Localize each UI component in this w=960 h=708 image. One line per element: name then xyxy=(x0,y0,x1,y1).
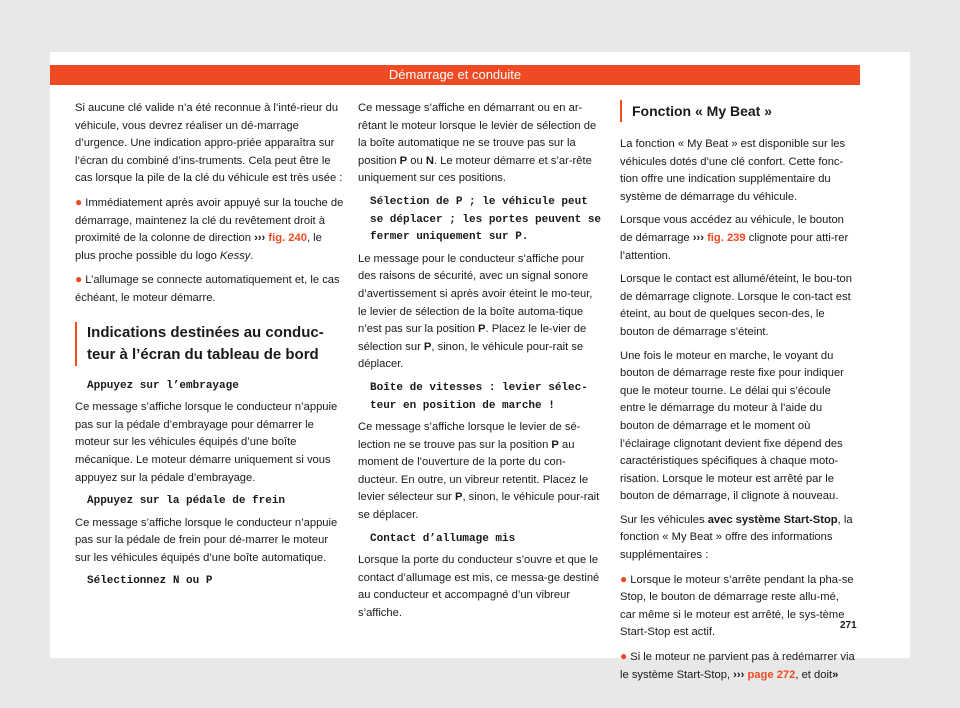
display-message: Appuyez sur l’embrayage xyxy=(87,379,239,392)
column-1 xyxy=(75,100,345,595)
bullet-item: ● L’allumage se connecte automatiquement et, le cas échéant, le moteur démarre. xyxy=(75,272,340,304)
display-message: Sélectionnez N ou P xyxy=(87,575,213,588)
bullet-item: ● Si le moteur ne parvient pas à redémarrer via le système Start-Stop, ››› page 272, et doit» xyxy=(620,649,855,681)
display-message: Boîte de vitesses : levier sélec-teur en position de marche ! xyxy=(370,381,588,412)
bullet-icon: ● xyxy=(75,272,83,287)
reference-arrow: ››› xyxy=(733,668,745,681)
figure-link[interactable]: fig. 239 xyxy=(707,231,746,244)
bullet-item: ● Lorsque le moteur s’arrête pendant la pha-se Stop, le bouton de démarrage reste allu-mé, car même si le moteur est arrêté, le sys-tème Start-Stop est actif. xyxy=(620,571,854,639)
logo-name: Kessy xyxy=(219,249,251,262)
page-link[interactable]: page 272 xyxy=(747,668,796,681)
paragraph: Ce message s’affiche lorsque le levier de sé-lection ne se trouve pas sur la position P au moment de l’ouverture de la porte du con-ducteur. En outre, un vibreur retentit. Placez le levier sélecteur sur P, sinon, le véhicule pour-rait se déplacer. xyxy=(358,421,600,522)
column-2 xyxy=(358,100,604,629)
bullet-item: ● Immédiatement après avoir appuyé sur la touche de démarrage, maintenez la clé du revêtement droit à proximité de la colonne de direction ››› fig. 240, le plus proche possible du logo Kessy. xyxy=(75,194,344,262)
paragraph: Une fois le moteur en marche, le voyant du bouton de démarrage reste fixe pour indiquer que le moteur tourne. Le délai qui s’écoule entre le démarrage du moteur à l’aide du bouton de démarrage et le moment où l’éclairage clignotant devient fixe dépend des caractéristiques spécifiques à chaque moto-risation. Lorsque le moteur est arrêté par le bouton de démarrage, il clignote à nouveau. xyxy=(620,349,844,503)
paragraph: La fonction « My Beat » est disponible sur les véhicules dotés d’une clé confort. Cette fonc-tion offre une indication supplémentaire du système de démarrage du véhicule. xyxy=(620,138,846,203)
bullet-icon: ● xyxy=(75,194,83,209)
paragraph: Lorsque le contact est allumé/éteint, le bou-ton de démarrage clignote. Lorsque le con-tact est éteint, au bout de quelques secon-des, le bouton de démarrage s’éteint. xyxy=(620,273,852,338)
paragraph: Lorsque vous accédez au véhicule, le bouton de démarrage ››› fig. 239 clignote pour atti-rer l’attention. xyxy=(620,214,849,262)
paragraph: Ce message s’affiche lorsque le conducteur n’appuie pas sur la pédale d’embrayage pour démarrer le moteur sur les véhicules équipés d’une boîte mécanique. Le moteur démarre uniquement si vous appuyez sur la pédale d’embrayage. xyxy=(75,401,338,484)
section-heading: Fonction « My Beat » xyxy=(620,100,856,122)
paragraph: Ce message s’affiche lorsque le conducteur n’appuie pas sur la pédale de frein pour dé-marrer le moteur sur les véhicules équipés d’une boîte automatique. xyxy=(75,516,338,564)
paragraph: Si aucune clé valide n’a été reconnue à l’inté-rieur du véhicule, vous devrez réaliser un dé-marrage d’urgence. Une indication appro-priée apparaîtra sur l’écran du combiné d’ins-truments. Cela peut être le cas lorsque la pile de la clé du véhicule est très usée : xyxy=(75,102,343,185)
page-number: 271 xyxy=(840,620,857,631)
figure-link[interactable]: fig. 240 xyxy=(268,232,307,245)
paragraph: Le message pour le conducteur s’affiche pour des raisons de sécurité, avec un signal sonore d’avertissement si après avoir éteint le mo-teur, le levier de sélection de la boîte automa-tique n’est pas sur la position P. Placez le le-vier de sélection sur P, sinon, le véhicule pour-rait se déplacer. xyxy=(358,252,593,371)
reference-arrow: ››› xyxy=(254,232,266,245)
paragraph: Lorsque la porte du conducteur s’ouvre et que le contact d’allumage est mis, ce messa-ge destiné au conducteur et accompagné d’un vibreur s’affiche. xyxy=(358,554,600,620)
display-message: Contact d’allumage mis xyxy=(370,532,516,545)
display-message: Appuyez sur la pédale de frein xyxy=(87,495,286,508)
paragraph: Sur les véhicules avec système Start-Stop, la fonction « My Beat » offre des informations supplémentaires : xyxy=(620,513,853,562)
section-heading: Indications destinées au conduc-teur à l’écran du tableau de bord xyxy=(75,322,345,366)
paragraph: Ce message s’affiche en démarrant ou en ar-rêtant le moteur lorsque le levier de sélection de la boîte automatique ne se trouve pas sur la position P ou N. Le moteur démarre et s’ar-rête uniquement sur ces positions. xyxy=(358,102,597,185)
reference-arrow: ››› xyxy=(692,231,704,244)
display-message: Sélection de P ; le véhicule peut se déplacer ; les portes peuvent se fermer uniquement sur P. xyxy=(370,195,602,244)
bullet-icon: ● xyxy=(620,571,628,586)
continued-icon: » xyxy=(832,668,839,681)
column-3 xyxy=(620,100,856,690)
bullet-icon: ● xyxy=(620,649,628,664)
chapter-title: Démarrage et conduite xyxy=(388,67,522,82)
